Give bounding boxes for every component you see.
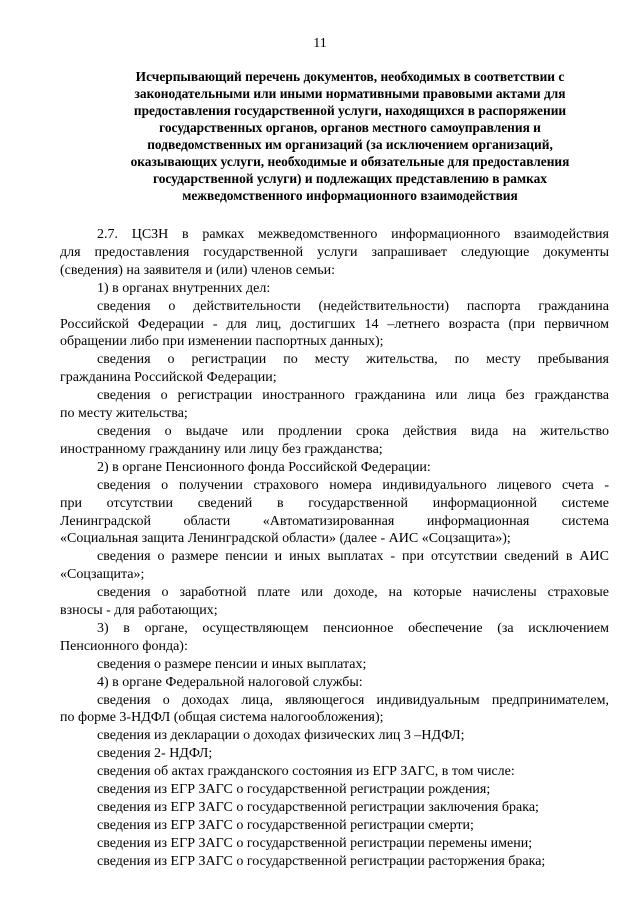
heading-line: государственной услуги) и подлежащих представлению в рамках	[152, 171, 548, 186]
paragraph-line: обращении либо при изменении паспортных данных);	[60, 334, 384, 350]
paragraph-line: 4) в органе Федеральной налоговой службы:	[97, 674, 363, 690]
paragraph-line: (сведения) на заявителя и (или) членов семьи:	[60, 262, 335, 278]
paragraph-line: сведения об актах гражданского состояния из ЕГР ЗАГС, в том числе:	[97, 764, 515, 780]
heading-line: государственных органов, органов местного самоуправления и	[159, 120, 541, 135]
paragraph-line: по месту жительства;	[60, 406, 188, 422]
paragraph-line: сведения о действительности (недействительности) паспорта гражданина	[97, 298, 609, 314]
paragraph-line: сведения о получении страхового номера индивидуального лицевого счета -	[97, 477, 609, 493]
section-heading	[100, 68, 600, 204]
heading-line: оказывающих услуги, необходимые и обязательные для предоставления	[130, 154, 570, 169]
body-text	[60, 226, 609, 871]
heading-line: межведомственного информационного взаимодействия	[182, 188, 518, 203]
heading-line: Исчерпывающий перечень документов, необходимых в соответствии с	[135, 69, 565, 84]
paragraph-line: для предоставления государственной услуги запрашивает следующие документы	[60, 244, 609, 260]
paragraph-line: при отсутствии сведений в государственной информационной системе	[60, 495, 609, 511]
paragraph-line: сведения о размере пенсии и иных выплатах - при отсутствии сведений в АИС	[97, 549, 609, 565]
heading-line: подведомственных им организаций (за исключением организаций,	[147, 137, 553, 152]
paragraph-line: сведения из ЕГР ЗАГС о государственной регистрации смерти;	[97, 817, 474, 833]
paragraph-line: сведения о доходах лица, являющегося индивидуальным предпринимателем,	[97, 692, 609, 708]
paragraph-line: сведения о выдаче или продлении срока действия вида на жительство	[97, 423, 609, 439]
heading-line: законодательными или иными нормативными правовыми актами для	[134, 86, 566, 101]
paragraph-line: сведения о регистрации по месту жительства, по месту пребывания	[97, 352, 609, 368]
paragraph-line: сведения о регистрации иностранного гражданина или лица без гражданства	[97, 388, 609, 404]
paragraph-line: сведения из декларации о доходах физических лиц 3 –НДФЛ;	[97, 728, 465, 744]
paragraph-line: Ленинградской области «Автоматизированная информационная система	[60, 513, 609, 529]
paragraph-line: гражданина Российской Федерации;	[60, 370, 277, 386]
paragraph-line: Пенсионного фонда):	[60, 638, 188, 654]
paragraph-line: сведения из ЕГР ЗАГС о государственной регистрации перемены имени;	[97, 835, 533, 851]
paragraph-line: Российской Федерации - для лиц, достигших 14 –летнего возраста (при первичном	[60, 316, 609, 332]
paragraph-line: 2.7. ЦСЗН в рамках межведомственного информационного взаимодействия	[97, 227, 609, 242]
paragraph-line: «Соцзащита»;	[60, 567, 145, 583]
paragraph-line: сведения о размере пенсии и иных выплатах;	[97, 656, 367, 672]
paragraph-line: иностранному гражданину или лицу без гражданства;	[60, 441, 383, 457]
paragraph-line: сведения 2- НДФЛ;	[97, 746, 213, 762]
page-number: 11	[313, 36, 327, 51]
heading-line: предоставления государственной услуги, находящихся в распоряжении	[133, 103, 567, 118]
paragraph-line: сведения о заработной плате или доходе, на которые начислены страховые	[97, 585, 609, 601]
paragraph-line: 3) в органе, осуществляющем пенсионное обеспечение (за исключением	[97, 620, 609, 636]
paragraph-line: 1) в органах внутренних дел:	[97, 280, 271, 296]
paragraph-line: «Социальная защита Ленинградской области» (далее - АИС «Соцзащита»);	[60, 531, 511, 547]
paragraph-line: по форме 3-НДФЛ (общая система налогообложения);	[60, 710, 384, 726]
paragraph-line: сведения из ЕГР ЗАГС о государственной регистрации рождения;	[97, 782, 491, 798]
paragraph-line: сведения из ЕГР ЗАГС о государственной регистрации заключения брака;	[97, 800, 539, 815]
paragraph-line: 2) в органе Пенсионного фонда Российской Федерации:	[97, 459, 431, 475]
paragraph-line: сведения из ЕГР ЗАГС о государственной регистрации расторжения брака;	[97, 853, 546, 869]
paragraph-line: взносы - для работающих;	[60, 603, 218, 619]
